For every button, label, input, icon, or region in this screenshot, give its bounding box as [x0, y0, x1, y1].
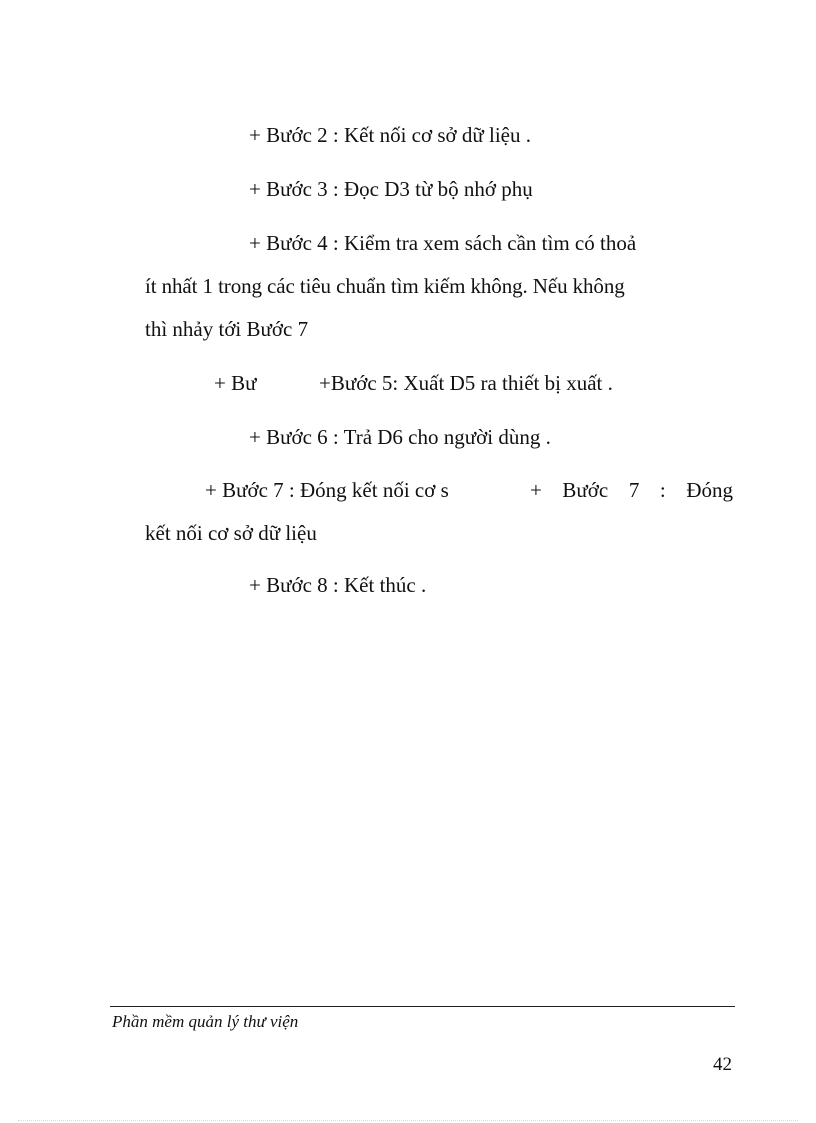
- step-3-text: + Bước 3 : Đọc D3 từ bộ nhớ phụ: [249, 177, 533, 201]
- page-bottom-dotted-edge: [18, 1120, 798, 1121]
- step-6-text: + Bước 6 : Trả D6 cho người dùng .: [249, 425, 551, 449]
- step-5-text: +Bước 5: Xuất D5 ra thiết bị xuất .: [319, 371, 613, 395]
- step-7-justified-words: [530, 478, 733, 502]
- step-4-line-1: + Bước 4 : Kiểm tra xem sách cần tìm có thoả: [249, 231, 637, 255]
- step-7-word: +: [530, 478, 542, 502]
- step-7-word: Đóng: [686, 478, 733, 502]
- step-7-word: 7: [628, 478, 640, 502]
- step-4-line-2: ít nhất 1 trong các tiêu chuẩn tìm kiếm không. Nếu không: [145, 274, 625, 298]
- page-number: 42: [713, 1054, 732, 1075]
- step-5-fragment: + Bư: [214, 371, 257, 395]
- step-7-fragment: + Bước 7 : Đóng kết nối cơ s: [205, 478, 449, 502]
- step-8-text: + Bước 8 : Kết thúc .: [249, 573, 427, 597]
- step-2-text: + Bước 2 : Kết nối cơ sở dữ liệu .: [249, 123, 531, 147]
- step-4-line-3: thì nhảy tới Bước 7: [145, 317, 309, 341]
- step-7-line-2: kết nối cơ sở dữ liệu: [145, 521, 317, 545]
- footer-title: Phần mềm quản lý thư viện: [112, 1012, 299, 1031]
- step-7-word: :: [659, 478, 666, 502]
- footer-divider: [110, 1006, 735, 1007]
- step-7-word: Bước: [562, 478, 609, 502]
